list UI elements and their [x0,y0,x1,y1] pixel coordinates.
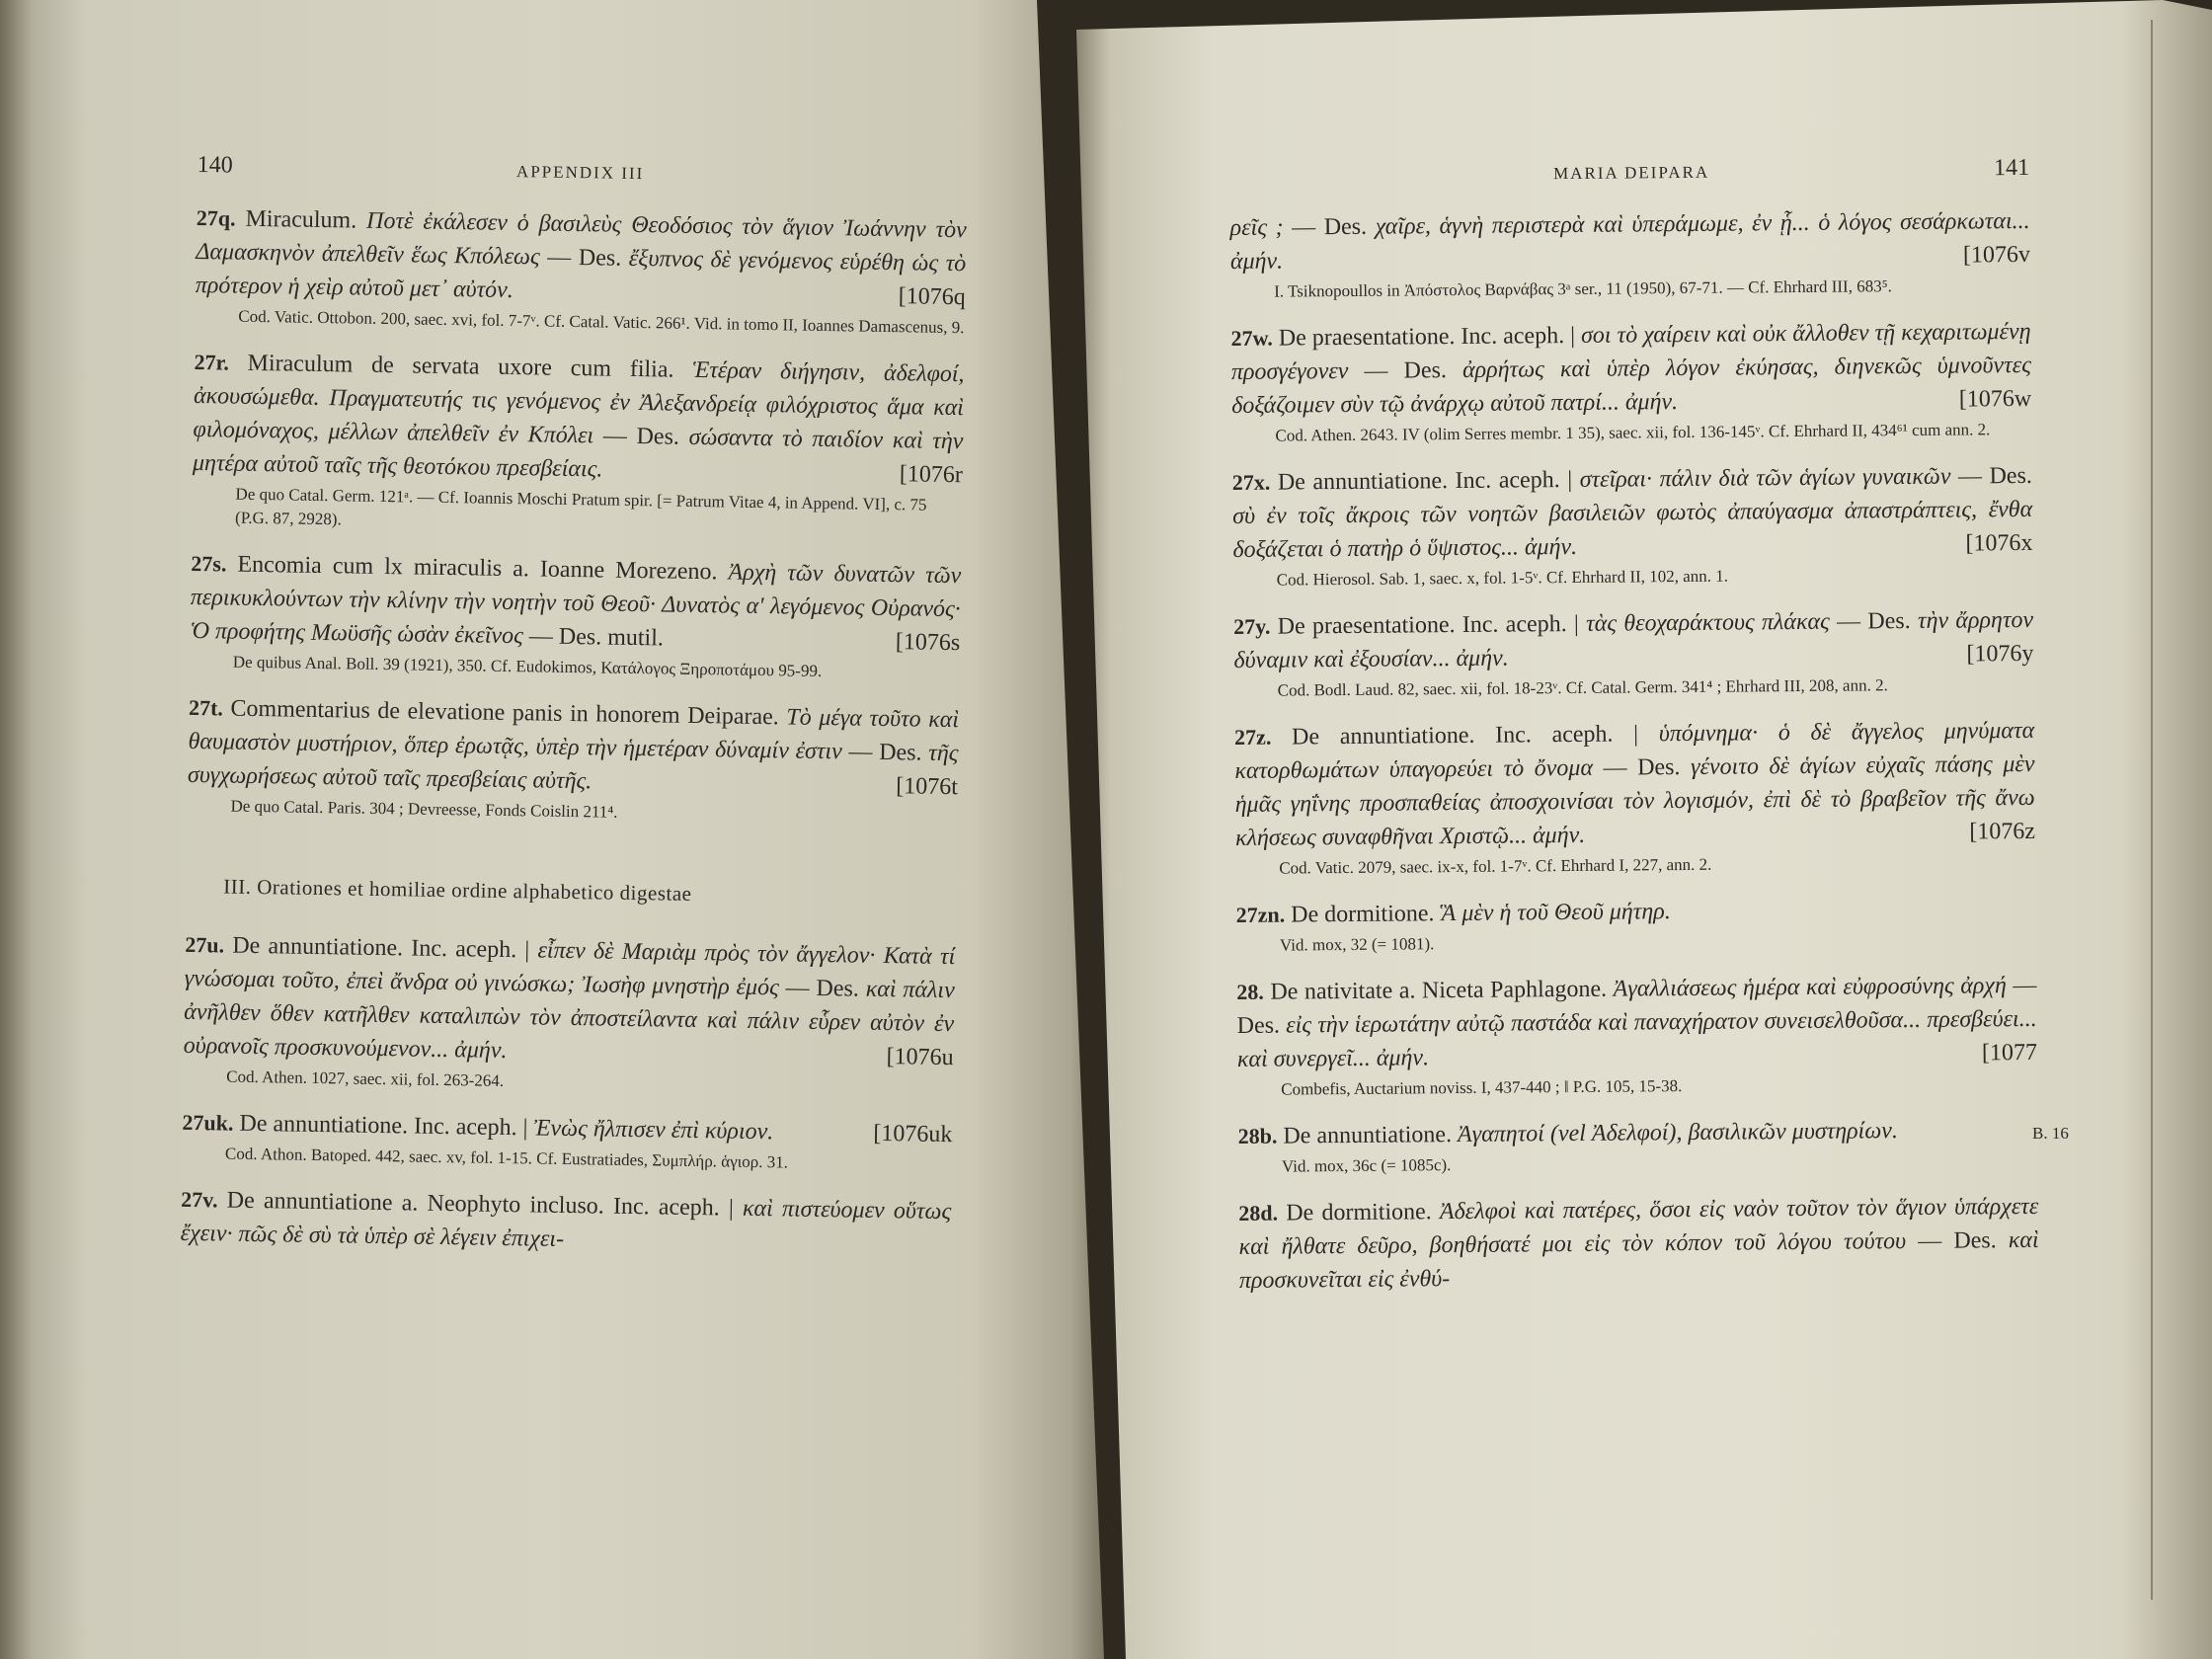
entry [180,1183,951,1262]
incipit: Τὸ μέγα τοῦτο καὶ θαυμαστὸν μυστήριον, ὅπερ ἐρωτᾷς, ὑπὲρ τὴν ἡμετέραν δύναμίν ἐστιν [188,704,960,765]
desinit: καὶ πάλιν ἀνῆλθεν ὅθεν κατῆλθεν καταλιπὼν τὸν ἀποστείλαντα καὶ πάλιν εὗρεν αὐτὸν ἐν οὐρανοῖς προσκυνούμενον... ἀμήν. [183,976,955,1065]
entry [1234,714,2035,881]
left-entries [187,201,967,830]
entry [1237,1113,2037,1179]
entry-note: Cod. Athen. 1027, saec. xii, fol. 263-264. [226,1066,505,1090]
incipit: Ποτὲ ἐκάλεσεν ὁ βασιλεὺς Θεοδόσιος τὸν ἅγιον Ἰωάννην τὸν Δαμασκηνὸν ἀπελθεῖν ἕως Κπόλεως [196,207,968,271]
incipit: καὶ πιστεύομεν οὕτως ἔχειν· πῶς δὲ σὺ τὰ ὑπὲρ σὲ λέγειν ἐπιχει- [180,1195,952,1252]
entry-body [1238,1190,2039,1298]
entry [190,547,962,685]
entry-body [1236,892,2036,932]
entry [1230,315,2031,448]
entry-number: 28b. [1237,1123,1278,1148]
entry-note: De quo Catal. Paris. 304 ; Devreesse, Fonds Coislin 211⁴. [230,796,618,822]
entry [187,691,959,830]
des-label: — Des. mutil. [528,623,665,652]
incipit: ρεῖς ; [1229,214,1284,241]
column-ref: [1076q [898,283,966,311]
entry-number: 28. [1236,979,1264,1004]
entry-number: 27t. [188,694,224,721]
des-label: — Des. [785,975,860,1002]
des-label: — Des. [547,244,622,272]
section-heading: III. Orationes et homiliae ordine alphabetico digestae [223,874,692,906]
entry [182,1106,953,1177]
entry-body [1232,459,2033,567]
entry-title: De annuntiatione. Inc. aceph. | [232,932,530,964]
running-title: MARIA DEIPARA [1553,162,1710,184]
entry-title: De praesentatione. Inc. aceph. | [1277,610,1579,640]
entry-number: 27q. [196,204,236,231]
column-ref: [1077 [1981,1039,2038,1066]
incipit: Ἀδελφοὶ καὶ πατέρες, ὅσοι εἰς ναὸν τοῦτον τὸν ἅγιον ὑπάρχετε καὶ ἤλθατε δεῦρο, βοηθήσατέ μοι εἰς τὸν κόπον τοῦ λόγου τούτου [1238,1193,2039,1260]
column-ref: [1076x [1965,529,2033,557]
column-ref: [1076z [1969,818,2036,845]
entry-number: 27x. [1231,469,1271,495]
desinit: εἰς τὴν ἱερωτάτην αὐτῷ παστάδα καὶ παναχήρατον συνεισελθοῦσα... πρεσβεύει... καὶ συνεργεῖ... ἀμήν. [1236,1005,2037,1072]
entry-note: Cod. Hierosol. Sab. 1, saec. x, fol. 1-5ᵛ. Cf. Ehrhard II, 102, ann. 1. [1276,566,1729,590]
incipit: Ἑτέραν διήγησιν, ἀδελφοί, ἀκουσώμεθα. Πραγματευτής τις γενόμενος ἐν Ἀλεξανδρείᾳ φιλόχριστος ἅμα καὶ φιλομόναχος, μέλλων ἀπελθεῖν ἐν Κπόλει [193,356,965,449]
entry-number: 27u. [185,931,225,958]
entry-body [180,1183,951,1262]
column-ref: [1076r [899,461,964,489]
desinit: τὴν ἄρρητον δύναμιν καὶ ἐξουσίαν... ἀμήν. [1233,606,2034,673]
entry-note: Cod. Vatic. Ottobon. 200, saec. xvi, fol. 7-7ᵛ. Cf. Catal. Vatic. 266¹. Vid. in tomo II, Ioannes Damascenus, 9. [238,306,965,338]
entry-body [1236,969,2037,1076]
column-ref: [1076u [886,1044,954,1071]
des-label: — Des. [1364,357,1448,384]
desinit: χαῖρε, ἁγνὴ περιστερὰ καὶ ὑπεράμωμε, ἐν ᾗ... ὁ λόγος σεσάρκωται... ἀμήν. [1229,207,2030,275]
column-ref: [1076v [1962,241,2030,269]
entry-note: Cod. Athon. Batoped. 442, saec. xv, fol. 1-15. Cf. Eustratiades, Συμπλήρ. ἁγιορ. 31. [224,1144,789,1172]
incipit: Ἀγαπητοί (vel Ἀδελφοί), βασιλικῶν μυστηρίων. [1457,1118,1899,1148]
entry [1233,603,2034,703]
des-label: — Des. [848,739,922,766]
entry-body [196,201,968,314]
incipit: Ἀρχὴ τῶν δυνατῶν τῶν περικυκλούντων τὴν κλίνην τὴν νοητὴν τοῦ Θεοῦ· Δυνατὸς α' λεγόμενος Οὐρανός· Ὁ προφήτης Μωϋσῆς ὡσὰν ἐκεῖνος [190,559,962,650]
desinit: τῆς συγχωρήσεως αὐτοῦ ταῖς πρεσβείαις αὐτῆς. [187,740,959,795]
entry-body [190,547,962,660]
entry-body [193,346,965,492]
incipit: σοι τὸ χαίρειν καὶ οὐκ ἄλλοθεν τῇ κεχαριτωμένῃ προσγέγονεν [1230,318,2031,385]
entry-title: Encomia cum lx miraculis a. Ioanne Morezeno. [237,551,718,586]
entry-title: Miraculum de servata uxore cum filia. [247,350,674,383]
entry-body [1229,204,2030,278]
desinit: ἀρρήτως καὶ ὑπὲρ λόγον ἐκύησας, διηνεκῶς ὑμνοῦντες δοξάζοιμεν σὺν τῷ ἀνάρχῳ αὐτοῦ πατρί... ἀμήν. [1231,352,2032,419]
page-edge-line [2151,20,2153,1600]
entry-note: Vid. mox, 36c (= 1085c). [1281,1155,1452,1176]
entry-title: De annuntiatione. [1283,1122,1453,1149]
des-label: — Des. [1603,754,1681,781]
entry-title: De dormitione. [1286,1199,1432,1226]
entry-body [1233,603,2034,677]
entry [1232,459,2033,592]
entry-note: I. Tsiknopoullos in Ἀπόστολος Βαρνάβας 3ᵃ ser., 11 (1950), 67-71. — Cf. Ehrhard III, 683⁵. [1274,276,1892,301]
incipit: ὑπόμνημα· ὁ δὲ ἄγγελος μηνύματα κατορθωμάτων ὑπαγορεύει τὸ ὄνομα [1234,717,2035,784]
right-entries [1230,315,2039,1298]
right-running-head [1229,151,2029,194]
entry-title: Miraculum. [245,205,357,234]
entry-body [183,928,955,1074]
entry [183,928,955,1100]
entry-body [188,691,960,804]
des-label: — Des. [1292,213,1368,241]
desinit: γένοιτο δὲ ἁγίων εὐχαῖς πάσης μὲν ἡμᾶς γηΐνης προσπαθείας ἀποσχοινίσαι τὸν λογισμόν, ἐπὶ δὲ τὸ βραβεῖον τῆς ἄνω κλήσεως συναφθῆναι Χριστῷ... ἀμήν. [1234,750,2035,851]
entry-number: 27r. [194,349,230,375]
entry-note: Vid. mox, 32 (= 1081). [1279,934,1435,955]
entry-title: De dormitione. [1291,901,1435,928]
entry-body [1230,315,2031,423]
desinit: ἔξυπνος δὲ γενόμενος εὑρέθη ὡς τὸ πρότερον ἡ χεὶρ αὐτοῦ μετ᾽ αὐτόν. [195,245,967,304]
entry-number: 27s. [191,550,227,577]
entry-number: 27y. [1233,613,1271,639]
entry-number: 27z. [1234,724,1272,750]
column-ref: [1076uk [873,1120,953,1148]
entry-note: Cod. Vatic. 2079, saec. ix-x, fol. 1-7ᵛ. Cf. Ehrhard I, 227, ann. 2. [1279,854,1712,878]
entry-note: Cod. Athen. 2643. IV (olim Serres membr. 1 35), saec. xii, fol. 136-145ᵛ. Cf. Ehrhard II, 434⁶¹ cum ann. 2. [1275,420,1991,445]
incipit: τὰς θεοχαράκτους πλάκας [1585,608,1830,637]
entry-number: 27zn. [1235,902,1286,927]
entry-title: De annuntiatione. Inc. aceph. | [239,1110,528,1142]
entry-number: 27uk. [182,1109,234,1136]
entry-note: De quibus Anal. Boll. 39 (1921), 350. Cf. Eudokimos, Κατάλογος Ξηροποτάμου 95-99. [232,652,823,680]
entry [1238,1190,2039,1298]
desinit: σώσαντα τὸ παιδίον καὶ τὴν μητέρα αὐτοῦ ταῖς τῆς θεοτόκου πρεσβείαις. [192,424,964,483]
entry [195,201,967,340]
column-ref: [1076y [1966,640,2034,668]
incipit: στεῖραι· πάλιν διὰ τῶν ἁγίων γυναικῶν [1579,463,1951,493]
column-ref: [1076t [896,773,959,801]
entry-note: Combefis, Auctarium noviss. I, 437-440 ; ‖ P.G. 105, 15-38. [1281,1076,1683,1099]
column-ref: [1076s [895,629,961,657]
des-label: — Des. [1918,1227,1997,1254]
entry-note: De quo Catal. Germ. 121ᵃ. — Cf. Ioannis Moschi Pratum spir. [= Patrum Vitae 4, in Append. VI], c. 75 (P.G. 87, 2928). [234,484,927,529]
entry-title: De nativitate a. Niceta Paphlagone. [1270,976,1608,1005]
column-ref: [1076w [1958,385,2032,413]
incipit: εἶπεν δὲ Μαριὰμ πρὸς τὸν ἄγγελον· Κατὰ τί γνώσομαι τοῦτο, ἐπεὶ ἄνδρα οὐ γινώσκω; Ἰωσὴφ μνηστὴρ ἐμός [184,937,956,1001]
continuation-entry [1229,204,2030,304]
entry-number: 28d. [1238,1200,1279,1225]
des-label: — Des. [1236,972,2037,1039]
entry-title: De annuntiatione. Inc. aceph. | [1277,466,1573,496]
des-label: — Des. [1957,462,2032,490]
desinit: καὶ προσκυνεῖται εἰς ἐνθύ- [1238,1226,2039,1294]
entry-title: De praesentatione. Inc. aceph. | [1278,322,1576,352]
entry-number: 27v. [181,1186,218,1213]
page-number: 140 [197,151,233,179]
entry [1236,892,2036,958]
incipit: Ἃ μὲν ἡ τοῦ Θεοῦ μήτηρ. [1440,899,1671,927]
entry-title: Commentarius de elevatione panis in honorem Deiparae. [230,695,780,731]
entry-body [1234,714,2035,855]
running-title: APPENDIX III [515,162,645,184]
entry-note: Cod. Bodl. Laud. 82, saec. xii, fol. 18-23ᵛ. Cf. Catal. Germ. 341⁴ ; Ehrhard III, 208, ann. 2. [1277,675,1888,700]
entry-title: De annuntiatione. Inc. aceph. | [1292,721,1639,750]
entry [1236,969,2037,1102]
left-entries-section-3 [180,928,955,1262]
desinit: σὺ ἐν τοῖς ἄκροις τῶν νοητῶν βασιλειῶν φωτὸς ἀπαύγασμα ἀπαστράπτεις, ἔνθα δοξάζεται ὁ πατὴρ ὁ ὕψιστος... ἀμήν. [1232,496,2033,563]
page-number: 141 [1994,154,2030,182]
right-page-text [1229,151,2039,1315]
des-label: — Des. [602,423,680,450]
entry-body [1237,1113,2037,1153]
des-label: — Des. [1836,607,1911,635]
entry-number: 27w. [1230,325,1273,351]
entry-title: De annuntiatione a. Neophyto incluso. Inc. aceph. | [226,1187,734,1222]
margin-note: B. 16 [2032,1124,2069,1143]
incipit: Ἀγαλλιάσεως ἡμέρα καὶ εὐφροσύνης ἀρχή [1613,973,2007,1002]
left-page-text [180,148,968,1280]
incipit: Ἐνὼς ἤλπισεν ἐπὶ κύριον. [533,1115,774,1146]
entry [192,346,965,541]
